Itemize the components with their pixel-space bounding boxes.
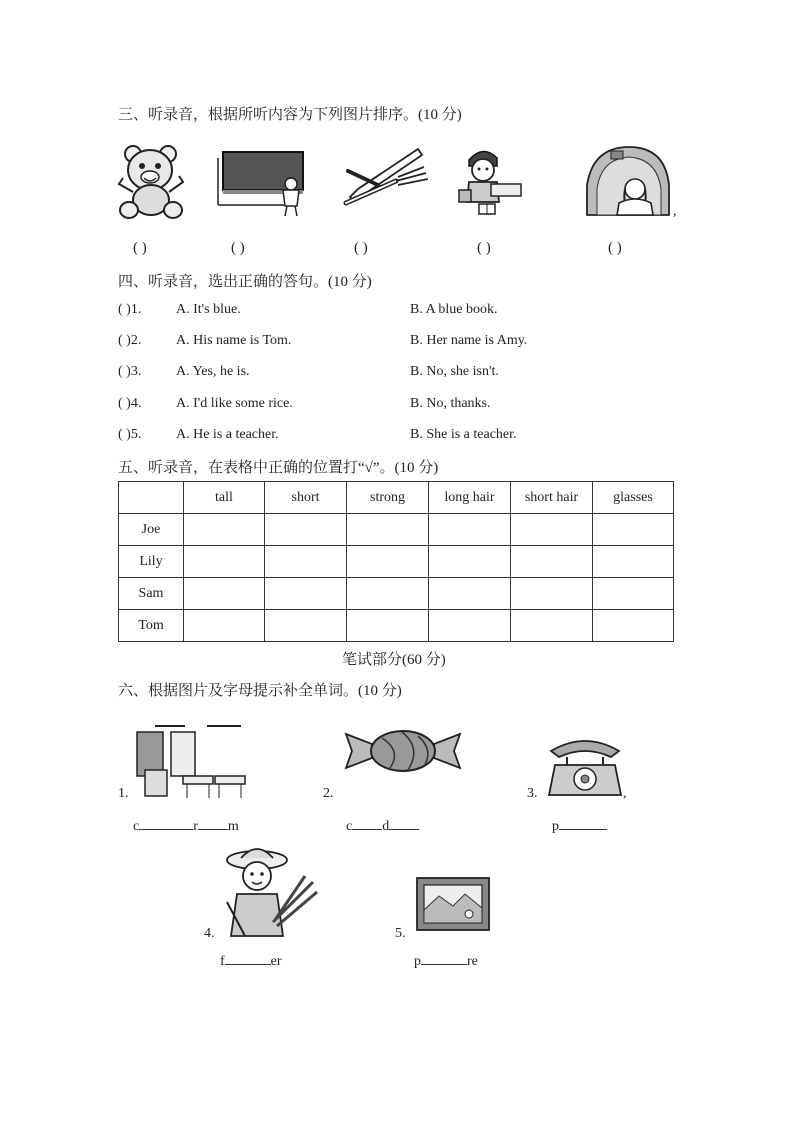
question-1-option-a: A. It's blue. xyxy=(176,302,241,317)
check-cell[interactable] xyxy=(429,546,511,578)
check-cell[interactable] xyxy=(184,610,265,642)
table-header-cell xyxy=(119,482,184,514)
candy-picture xyxy=(342,726,464,776)
item-4-letter: f xyxy=(220,954,225,969)
check-cell[interactable] xyxy=(347,610,429,642)
table-header-cell: long hair xyxy=(429,482,511,514)
item-1-word[interactable] xyxy=(133,817,239,835)
question-1-option-b: B. A blue book. xyxy=(410,302,498,317)
table-header-row xyxy=(119,482,674,514)
blank[interactable] xyxy=(421,952,467,965)
item-5-word[interactable] xyxy=(414,952,478,970)
blank[interactable] xyxy=(389,817,419,830)
blackboard-picture xyxy=(215,150,310,220)
telephone-picture xyxy=(545,735,625,799)
question-5-paren[interactable]: ( )5. xyxy=(118,427,142,442)
check-cell[interactable] xyxy=(511,514,593,546)
item-5-letter: p xyxy=(414,954,421,969)
row-label: Joe xyxy=(119,514,184,546)
row-label: Sam xyxy=(119,578,184,610)
check-table xyxy=(118,481,674,642)
question-2-paren[interactable]: ( )2. xyxy=(118,333,142,348)
item-1-number: 1. xyxy=(118,786,129,801)
question-2-option-b: B. Her name is Amy. xyxy=(410,333,528,348)
check-cell[interactable] xyxy=(347,514,429,546)
item-4-letter: er xyxy=(270,954,282,969)
item-3-number: 3. xyxy=(527,786,538,801)
check-cell[interactable] xyxy=(593,514,674,546)
table-header-cell: glasses xyxy=(593,482,674,514)
section-4-heading: 四、听录音，选出正确的答句。(10 分) xyxy=(118,274,372,290)
check-cell[interactable] xyxy=(593,578,674,610)
item-2-letter: c xyxy=(346,819,353,834)
question-3-option-a: A. Yes, he is. xyxy=(176,364,250,379)
farmer-picture xyxy=(217,842,321,938)
row-label: Tom xyxy=(119,610,184,642)
question-5-option-b: B. She is a teacher. xyxy=(410,427,517,442)
question-5-option-a: A. He is a teacher. xyxy=(176,427,279,442)
section-3-heading: 三、听录音，根据所听内容为下列图片排序。(10 分) xyxy=(118,107,462,123)
item-5-number: 5. xyxy=(395,926,406,941)
check-cell[interactable] xyxy=(347,546,429,578)
question-3-paren[interactable]: ( )3. xyxy=(118,364,142,379)
item-5-letter: re xyxy=(467,954,478,969)
section-6-trailing-comma: , xyxy=(623,786,627,801)
question-4-option-a: A. I'd like some rice. xyxy=(176,396,293,411)
item-3-word[interactable] xyxy=(552,817,607,835)
item-1-letter: r xyxy=(193,819,198,834)
check-cell[interactable] xyxy=(184,514,265,546)
table-row xyxy=(119,610,674,642)
blank[interactable] xyxy=(198,817,228,830)
section-5-heading: 五、听录音，在表格中正确的位置打“√”。(10 分) xyxy=(118,460,439,476)
blank[interactable] xyxy=(139,817,193,830)
table-header-cell: short hair xyxy=(511,482,593,514)
check-cell[interactable] xyxy=(511,610,593,642)
table-header-cell: tall xyxy=(184,482,265,514)
table-header-cell: short xyxy=(265,482,347,514)
section-3-trailing-comma: , xyxy=(673,204,677,219)
answer-paren-1[interactable]: ( ) xyxy=(133,240,147,256)
answer-paren-4[interactable]: ( ) xyxy=(477,240,491,256)
check-cell[interactable] xyxy=(184,546,265,578)
blank[interactable] xyxy=(559,817,607,830)
check-cell[interactable] xyxy=(511,546,593,578)
picture-frame-picture xyxy=(415,876,491,932)
teddy-bear-picture xyxy=(113,142,188,220)
question-3-option-b: B. No, she isn't. xyxy=(410,364,499,379)
question-4-paren[interactable]: ( )4. xyxy=(118,396,142,411)
blank[interactable] xyxy=(352,817,382,830)
check-cell[interactable] xyxy=(265,546,347,578)
question-4-option-b: B. No, thanks. xyxy=(410,396,491,411)
check-cell[interactable] xyxy=(593,546,674,578)
question-1-paren[interactable]: ( )1. xyxy=(118,302,142,317)
check-cell[interactable] xyxy=(265,610,347,642)
check-cell[interactable] xyxy=(429,514,511,546)
check-cell[interactable] xyxy=(265,578,347,610)
check-cell[interactable] xyxy=(429,578,511,610)
item-4-word[interactable] xyxy=(220,952,282,970)
table-row xyxy=(119,578,674,610)
girl-sleeping-picture xyxy=(583,145,673,217)
item-4-number: 4. xyxy=(204,926,215,941)
check-cell[interactable] xyxy=(265,514,347,546)
table-row xyxy=(119,546,674,578)
table-row xyxy=(119,514,674,546)
answer-paren-2[interactable]: ( ) xyxy=(231,240,245,256)
check-cell[interactable] xyxy=(593,610,674,642)
item-1-letter: c xyxy=(133,819,140,834)
written-part-title: 笔试部分(60 分) xyxy=(342,652,446,668)
check-cell[interactable] xyxy=(184,578,265,610)
table-header-cell: strong xyxy=(347,482,429,514)
knife-fork-picture xyxy=(338,145,428,210)
question-2-option-a: A. His name is Tom. xyxy=(176,333,292,348)
item-2-word[interactable] xyxy=(346,817,419,835)
boy-books-picture xyxy=(455,146,530,218)
item-1-letter: m xyxy=(227,819,239,834)
check-cell[interactable] xyxy=(511,578,593,610)
check-cell[interactable] xyxy=(429,610,511,642)
answer-paren-5[interactable]: ( ) xyxy=(608,240,622,256)
classroom-picture xyxy=(135,722,247,800)
check-cell[interactable] xyxy=(347,578,429,610)
item-2-number: 2. xyxy=(323,786,334,801)
blank[interactable] xyxy=(225,952,271,965)
section-6-heading: 六、根据图片及字母提示补全单词。(10 分) xyxy=(118,683,402,699)
item-2-letter: d xyxy=(382,819,390,834)
item-3-letter: p xyxy=(552,819,559,834)
answer-paren-3[interactable]: ( ) xyxy=(354,240,368,256)
row-label: Lily xyxy=(119,546,184,578)
